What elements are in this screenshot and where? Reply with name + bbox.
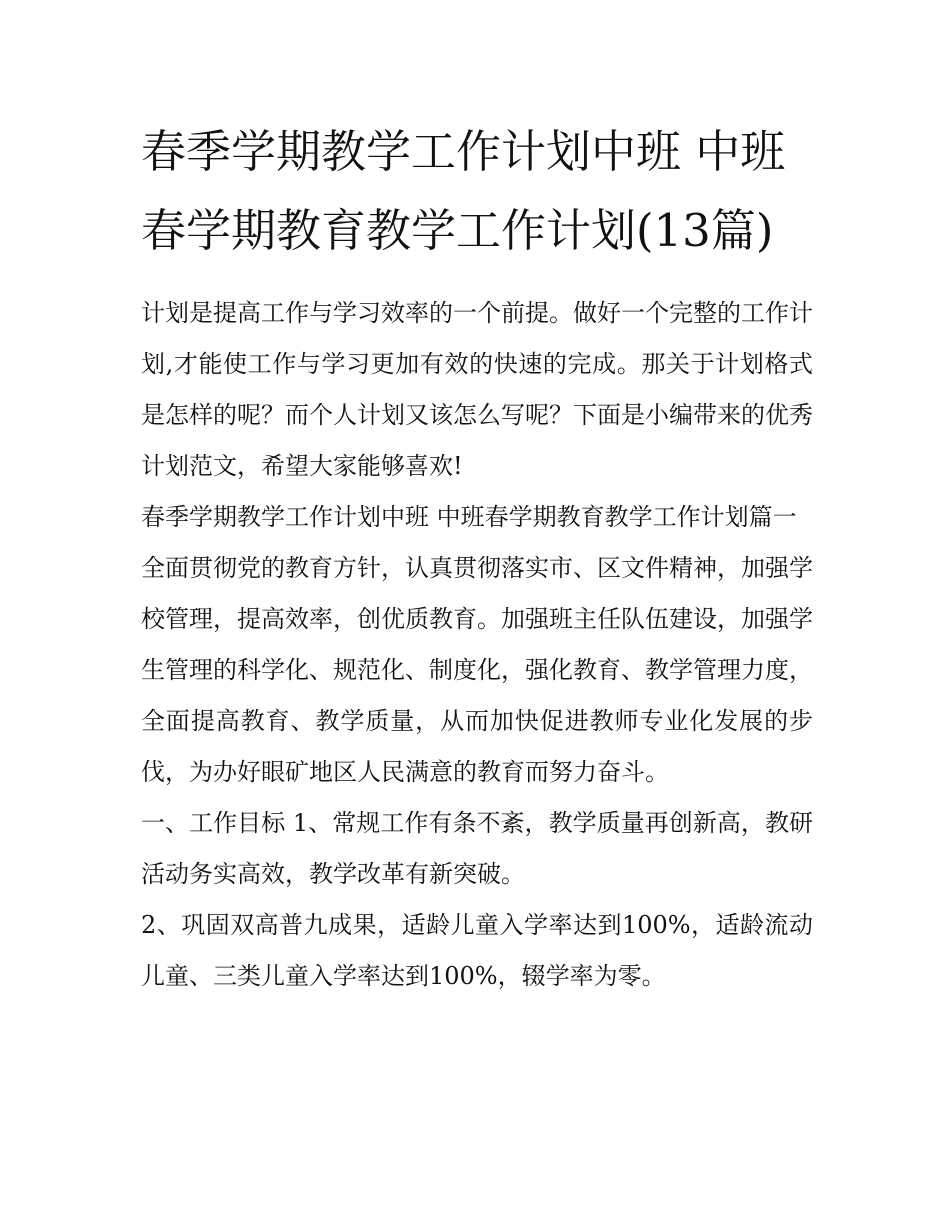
document-title: 春季学期教学工作计划中班 中班春学期教育教学工作计划(13篇) <box>141 125 786 257</box>
section-heading: 春季学期教学工作计划中班 中班春学期教育教学工作计划篇一 <box>141 503 797 531</box>
body-paragraph-2: 一、工作目标 1、常规工作有条不紊，教学质量再创新高，教研活动务实高效，教学改革有新突破。 <box>141 809 813 888</box>
body-paragraph-3: 2、巩固双高普九成果，适龄儿童入学率达到100%，适龄流动儿童、三类儿童入学率达到100%，辍学率为零。 <box>141 911 813 990</box>
document-page <box>141 112 813 1002</box>
intro-paragraph: 计划是提高工作与学习效率的一个前提。做好一个完整的工作计划,才能使工作与学习更加有效的快速的完成。那关于计划格式是怎样的呢？而个人计划又该怎么写呢？下面是小编带来的优秀计划范文，希望大家能够喜欢! <box>141 299 813 480</box>
body-paragraph-1: 全面贯彻党的教育方针，认真贯彻落实市、区文件精神，加强学校管理，提高效率，创优质教育。加强班主任队伍建设，加强学生管理的科学化、规范化、制度化，强化教育、教学管理力度，全面提高教育、教学质量，从而加快促进教师专业化发展的步伐，为办好眼矿地区人民满意的教育而努力奋斗。 <box>141 554 813 786</box>
